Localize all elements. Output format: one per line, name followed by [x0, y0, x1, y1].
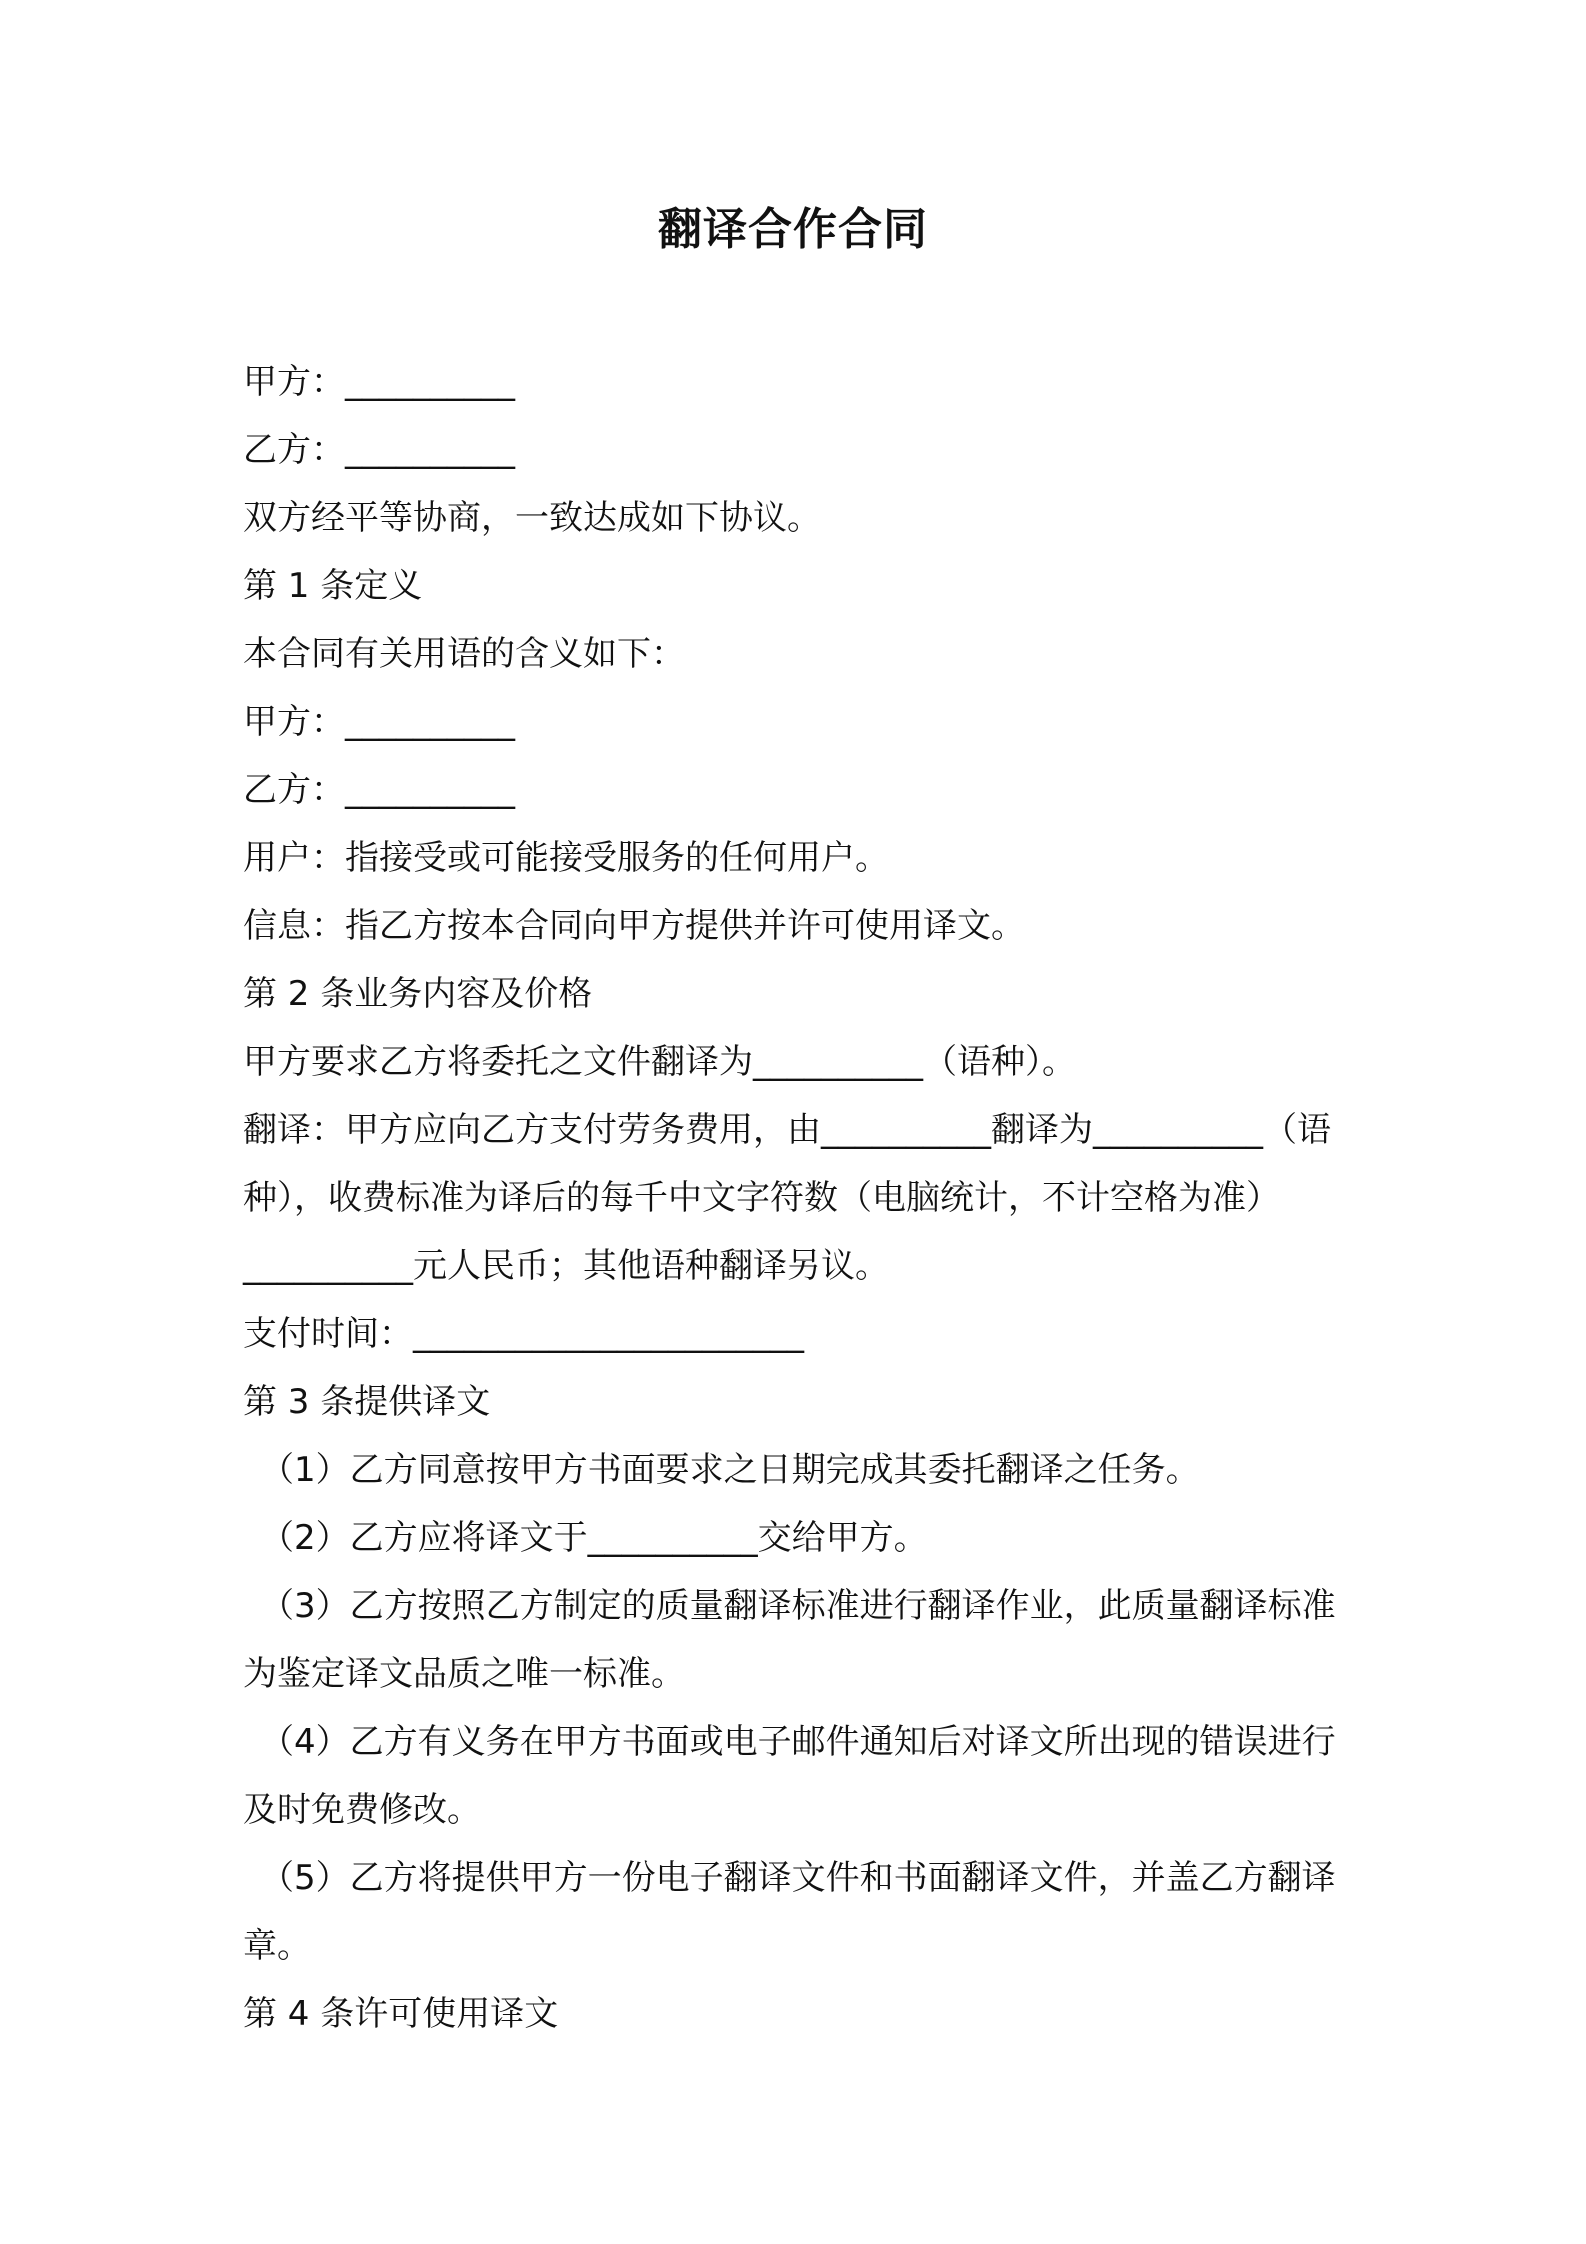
article-2-heading: 第 2 条业务内容及价格	[243, 974, 593, 1014]
payment-time-line: 支付时间：_______________________	[243, 1314, 804, 1354]
agreement-intro: 双方经平等协商，一致达成如下协议。	[243, 498, 821, 538]
definition-information: 信息：指乙方按本合同向甲方提供并许可使用译文。	[243, 906, 1025, 946]
clause-3-3: （3）乙方按照乙方制定的质量翻译标准进行翻译作业，此质量翻译标准为鉴定译文品质之唯一标准。	[243, 1586, 1336, 1694]
party-b-line: 乙方：__________	[243, 430, 515, 470]
definition-party-b: 乙方：__________	[243, 770, 515, 810]
definition-party-a: 甲方：__________	[243, 702, 515, 742]
article-1-heading: 第 1 条定义	[243, 566, 423, 606]
article-3-heading: 第 3 条提供译文	[243, 1382, 491, 1422]
fee-clause: 翻译：甲方应向乙方支付劳务费用，由__________翻译为__________（语种），收费标准为译后的每千中文字符数（电脑统计，不计空格为准）__________元人民币；其他语种翻译另议。	[243, 1110, 1331, 1286]
definitions-intro: 本合同有关用语的含义如下：	[243, 634, 685, 674]
clause-3-1: （1）乙方同意按甲方书面要求之日期完成其委托翻译之任务。	[260, 1450, 1200, 1490]
definition-user: 用户：指接受或可能接受服务的任何用户。	[243, 838, 889, 878]
contract-body	[243, 348, 1363, 2048]
clause-3-5: （5）乙方将提供甲方一份电子翻译文件和书面翻译文件，并盖乙方翻译章。	[243, 1858, 1336, 1966]
article-4-heading: 第 4 条许可使用译文	[243, 1994, 559, 2034]
document-title: 翻译合作合同	[658, 204, 928, 255]
clause-3-2: （2）乙方应将译文于__________交给甲方。	[260, 1518, 928, 1558]
translation-language-clause: 甲方要求乙方将委托之文件翻译为__________（语种）。	[243, 1042, 1076, 1082]
clause-3-4: （4）乙方有义务在甲方书面或电子邮件通知后对译文所出现的错误进行及时免费修改。	[243, 1722, 1336, 1830]
party-a-line: 甲方：__________	[243, 362, 515, 402]
